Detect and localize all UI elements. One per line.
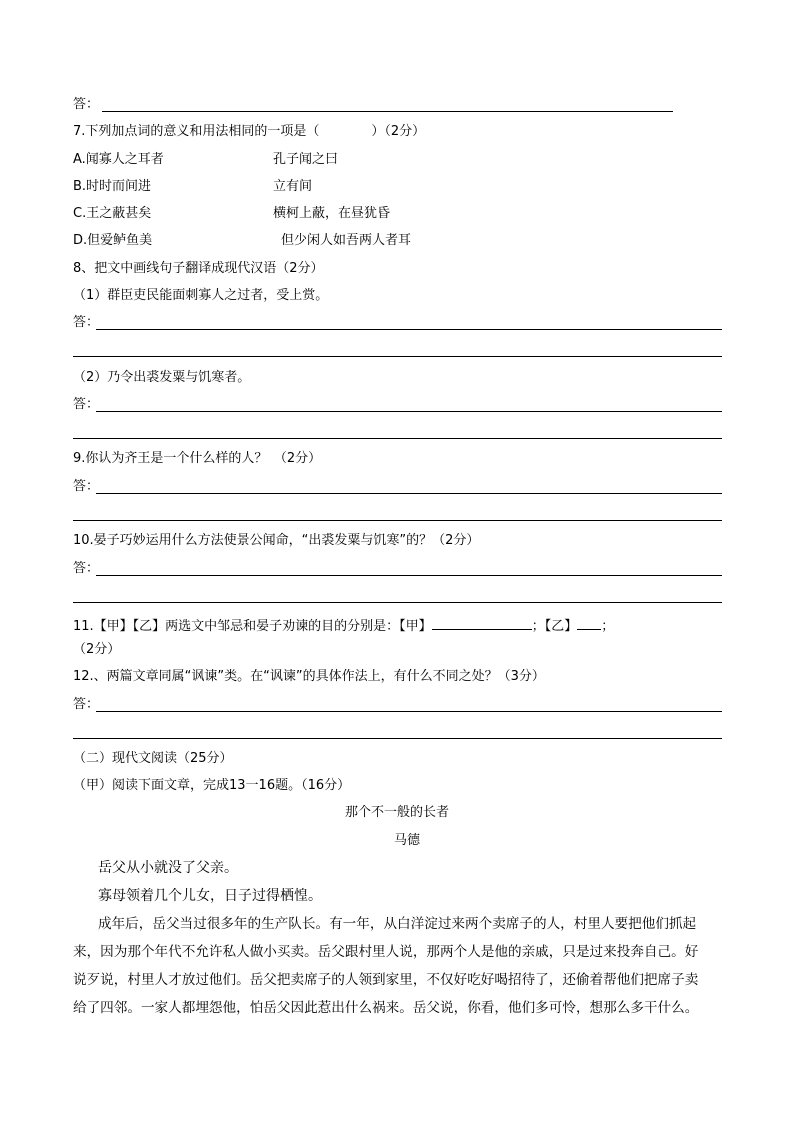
article-paragraph: 成年后，岳父当过很多年的生产队长。有一年，从白洋淀过来两个卖席子的人，村里人要把他们抓起 [98,916,697,932]
q11-score: （2分） [73,642,121,657]
q7-option-d-right: 但少闲人如吾两人者耳 [281,233,412,248]
q7-option-a-right: 孔子闻之曰 [273,152,339,167]
article-paragraph-cont: 来，因为那个年代不允许私人做小买卖。岳父跟村里人说，那两个人是他的亲戚，只是过来投奔自己。好 [73,944,699,960]
answer-line [96,329,722,330]
q12-stem: 12.、两篇文章同属“讽谏”类。在“讽谏”的具体作法上，有什么不同之处？（3分） [73,669,545,684]
q7-option-b-left: B.时时而间进 [73,179,152,194]
q11-mid-text: ；【乙】 [531,619,578,634]
q11-end-text: ； [601,619,615,634]
q7-option-b-right: 立有间 [273,179,313,194]
q8-answer-label-1: 答： [73,315,100,330]
q7-option-a-left: A.闻寡人之耳者 [73,152,164,167]
q12-answer-label: 答： [73,697,100,712]
article-title: 那个不一般的长者 [344,805,449,820]
answer-line [102,111,673,112]
answer-label: 答： [73,97,100,112]
answer-line [73,738,722,739]
q9-answer-label: 答： [73,479,100,494]
q7-option-d-left: D.但爱鲈鱼美 [73,233,153,248]
answer-line [96,493,722,494]
q7-option-c-right: 横柯上蔽，在昼犹昏 [273,206,391,221]
q11-stem [73,615,614,635]
q11-blank-jia[interactable] [432,615,532,630]
answer-line [73,602,722,603]
answer-line [73,356,722,357]
q10-answer-label: 答： [73,561,100,576]
q11-blank-yi[interactable] [577,615,601,630]
q7-option-c-left: C.王之蔽甚矣 [73,206,152,221]
section-instruction: （甲）阅读下面文章，完成13一16题。（16分） [73,778,351,793]
q10-stem: 10.晏子巧妙运用什么方法使景公闻命，“出裘发粟与饥寒”的？（2分） [73,533,480,548]
q11-stem-text: 11.【甲】【乙】两选文中邹忌和晏子劝谏的目的分别是：【甲】 [73,619,432,634]
q7-stem: 7.下列加点词的意义和用法相同的一项是（ ）（2分） [73,124,426,139]
q9-stem: 9.你认为齐王是一个什么样的人？ （2分） [73,451,322,466]
answer-line [73,438,722,439]
answer-line [96,711,722,712]
q8-sub1: （1）群臣吏民能面刺寡人之过者，受上赏。 [73,288,329,303]
answer-line [96,575,722,576]
article-author: 马德 [393,833,420,848]
article-paragraph-cont: 给了四邻。一家人都埋怨他，怕岳父因此惹出什么祸来。岳父说，你看，他们多可怜，想那么多干什么。 [73,1000,699,1016]
article-paragraph: 寡母领着几个儿女，日子过得栖惶。 [98,888,322,904]
answer-line [73,520,722,521]
article-paragraph-cont: 说歹说，村里人才放过他们。岳父把卖席子的人领到家里，不仅好吃好喝招待了，还偷着帮他们把席子卖 [73,972,699,988]
answer-line [96,411,722,412]
q8-stem: 8、把文中画线句子翻译成现代汉语（2分） [73,261,324,276]
q8-answer-label-2: 答： [73,397,100,412]
q8-sub2: （2）乃令出裘发粟与饥寒者。 [73,370,251,385]
section-heading: （二）现代文阅读（25分） [73,751,233,766]
article-paragraph: 岳父从小就没了父亲。 [98,860,238,876]
